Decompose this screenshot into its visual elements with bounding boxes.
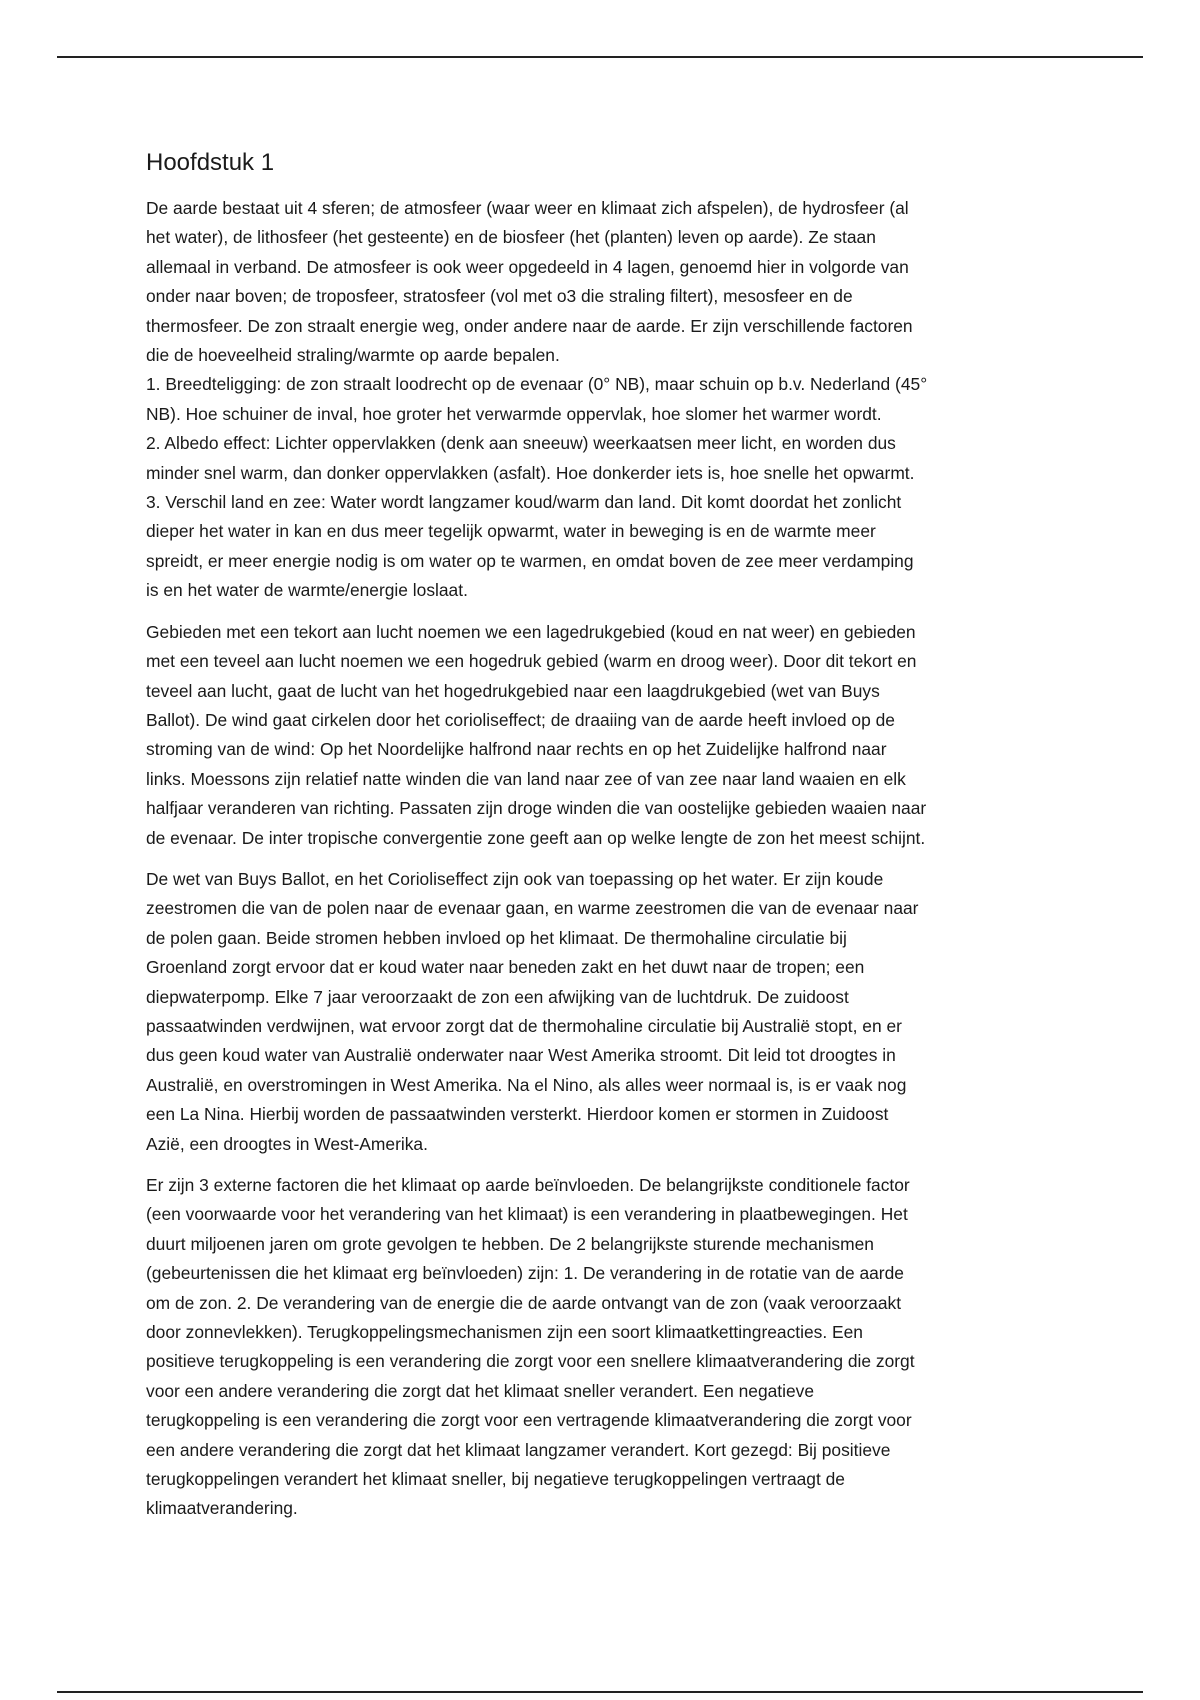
paragraph-line: klimaatverandering.	[146, 1498, 298, 1519]
paragraph-line: die de hoeveelheid straling/warmte op aarde bepalen.	[146, 345, 560, 366]
paragraph-line: allemaal in verband. De atmosfeer is ook weer opgedeeld in 4 lagen, genoemd hier in volgorde van	[146, 256, 909, 277]
paragraph-line: 1. Breedteligging: de zon straalt loodrecht op de evenaar (0° NB), maar schuin op b.v. Nederland (45°	[146, 374, 928, 395]
paragraph-line: halfjaar veranderen van richting. Passaten zijn droge winden die van oostelijke gebieden waaien naar	[146, 798, 927, 819]
paragraph-line: Azië, een droogtes in West-Amerika.	[146, 1133, 428, 1154]
paragraph-line: thermosfeer. De zon straalt energie weg, onder andere naar de aarde. Er zijn verschillende factoren	[146, 315, 913, 336]
paragraph-line: passaatwinden verdwijnen, wat ervoor zorgt dat de thermohaline circulatie bij Australië stopt, en er	[146, 1015, 902, 1036]
paragraph-line: een La Nina. Hierbij worden de passaatwinden versterkt. Hierdoor komen er stormen in Zuidoost	[146, 1104, 889, 1125]
paragraph-external-factors	[146, 1171, 1066, 1524]
paragraph-line: NB). Hoe schuiner de inval, hoe groter het verwarmde oppervlak, hoe slomer het warmer wordt.	[146, 403, 882, 424]
page-title: Hoofdstuk 1	[146, 149, 275, 176]
paragraph-line: duurt miljoenen jaren om grote gevolgen te hebben. De 2 belangrijkste sturende mechanismen	[146, 1233, 874, 1254]
paragraph-spheres-radiation	[146, 194, 1066, 606]
paragraph-line: om de zon. 2. De verandering van de energie die de aarde ontvangt van de zon (vaak veroorzaakt	[146, 1292, 902, 1313]
paragraph-line: Ballot). De wind gaat cirkelen door het corioliseffect; de draaiing van de aarde heeft invloed op de	[146, 709, 895, 730]
header-rule	[57, 56, 1143, 58]
paragraph-line: onder naar boven; de troposfeer, stratosfeer (vol met o3 die straling filtert), mesosfeer en de	[146, 286, 853, 307]
paragraph-line: dieper het water in kan en dus meer tegelijk opwarmt, water in beweging is en de warmte meer	[146, 521, 876, 542]
paragraph-line: Australië, en overstromingen in West Amerika. Na el Nino, als alles weer normaal is, is er vaak nog	[146, 1074, 907, 1095]
paragraph-line: dus geen koud water van Australië onderwater naar West Amerika stroomt. Dit leid tot droogtes in	[146, 1045, 896, 1066]
paragraph-line: terugkoppeling is een verandering die zorgt voor een vertragende klimaatverandering die zorgt voor	[146, 1410, 912, 1431]
paragraph-line: (een voorwaarde voor het verandering van het klimaat) is een verandering in plaatbewegingen. Het	[146, 1204, 908, 1225]
paragraph-line: 3. Verschil land en zee: Water wordt langzamer koud/warm dan land. Dit komt doordat het zonlicht	[146, 492, 902, 513]
paragraph-line: voor een andere verandering die zorgt dat het klimaat sneller verandert. Een negatieve	[146, 1380, 815, 1401]
footer-rule	[57, 1691, 1143, 1693]
paragraph-ocean-currents	[146, 865, 1066, 1159]
paragraph-line: zeestromen die van de polen naar de evenaar gaan, en warme zeestromen die van de evenaar naar	[146, 898, 919, 919]
paragraph-line: door zonnevlekken). Terugkoppelingsmechanismen zijn een soort klimaatkettingreacties. Een	[146, 1322, 863, 1343]
paragraph-line: De aarde bestaat uit 4 sferen; de atmosfeer (waar weer en klimaat zich afspelen), de hydrosfeer (al	[146, 198, 909, 218]
paragraph-line: Groenland zorgt ervoor dat er koud water naar beneden zakt en het duwt naar de tropen; een	[146, 957, 865, 978]
paragraph-line: teveel aan lucht, gaat de lucht van het hogedrukgebied naar een laagdrukgebied (wet van Buys	[146, 680, 880, 701]
paragraph-line: het water), de lithosfeer (het gesteente) en de biosfeer (het (planten) leven op aarde). Ze staan	[146, 227, 876, 248]
paragraph-line: diepwaterpomp. Elke 7 jaar veroorzaakt de zon een afwijking van de luchtdruk. De zuidoost	[146, 986, 849, 1007]
paragraph-line: spreidt, er meer energie nodig is om water op te warmen, en omdat boven de zee meer verdamping	[146, 550, 914, 571]
paragraph-line: de evenaar. De inter tropische convergentie zone geeft aan op welke lengte de zon het meest schijnt.	[146, 827, 926, 848]
paragraph-line: de polen gaan. Beide stromen hebben invloed op het klimaat. De thermohaline circulatie bij	[146, 927, 847, 948]
paragraph-line: minder snel warm, dan donker oppervlakken (asfalt). Hoe donkerder iets is, hoe snelle het opwarmt.	[146, 462, 915, 483]
paragraph-line: positieve terugkoppeling is een verandering die zorgt voor een snellere klimaatverandering die zorgt	[146, 1351, 915, 1372]
paragraph-line: links. Moessons zijn relatief natte winden die van land naar zee of van zee naar land waaien en elk	[146, 768, 906, 789]
paragraph-air-pressure-winds	[146, 618, 1066, 853]
paragraph-line: De wet van Buys Ballot, en het Corioliseffect zijn ook van toepassing op het water. Er zijn koude	[146, 868, 884, 889]
paragraph-line: Er zijn 3 externe factoren die het klimaat op aarde beïnvloeden. De belangrijkste conditionele factor	[146, 1175, 910, 1195]
paragraph-line: een andere verandering die zorgt dat het klimaat langzamer verandert. Kort gezegd: Bij positieve	[146, 1439, 891, 1460]
paragraph-line: met een teveel aan lucht noemen we een hogedruk gebied (warm en droog weer). Door dit tekort en	[146, 651, 917, 672]
paragraph-line: (gebeurtenissen die het klimaat erg beïnvloeden) zijn: 1. De verandering in de rotatie van de aarde	[146, 1263, 904, 1284]
paragraph-line: is en het water de warmte/energie loslaat.	[146, 580, 468, 601]
paragraph-line: 2. Albedo effect: Lichter oppervlakken (denk aan sneeuw) weerkaatsen meer licht, en worden dus	[146, 433, 896, 454]
paragraph-line: stroming van de wind: Op het Noordelijke halfrond naar rechts en op het Zuidelijke halfrond naar	[146, 739, 887, 760]
document-body	[146, 146, 1066, 1536]
paragraph-line: terugkoppelingen verandert het klimaat sneller, bij negatieve terugkoppelingen vertraagt de	[146, 1469, 845, 1490]
paragraph-line: Gebieden met een tekort aan lucht noemen we een lagedrukgebied (koud en nat weer) en gebieden	[146, 621, 916, 642]
